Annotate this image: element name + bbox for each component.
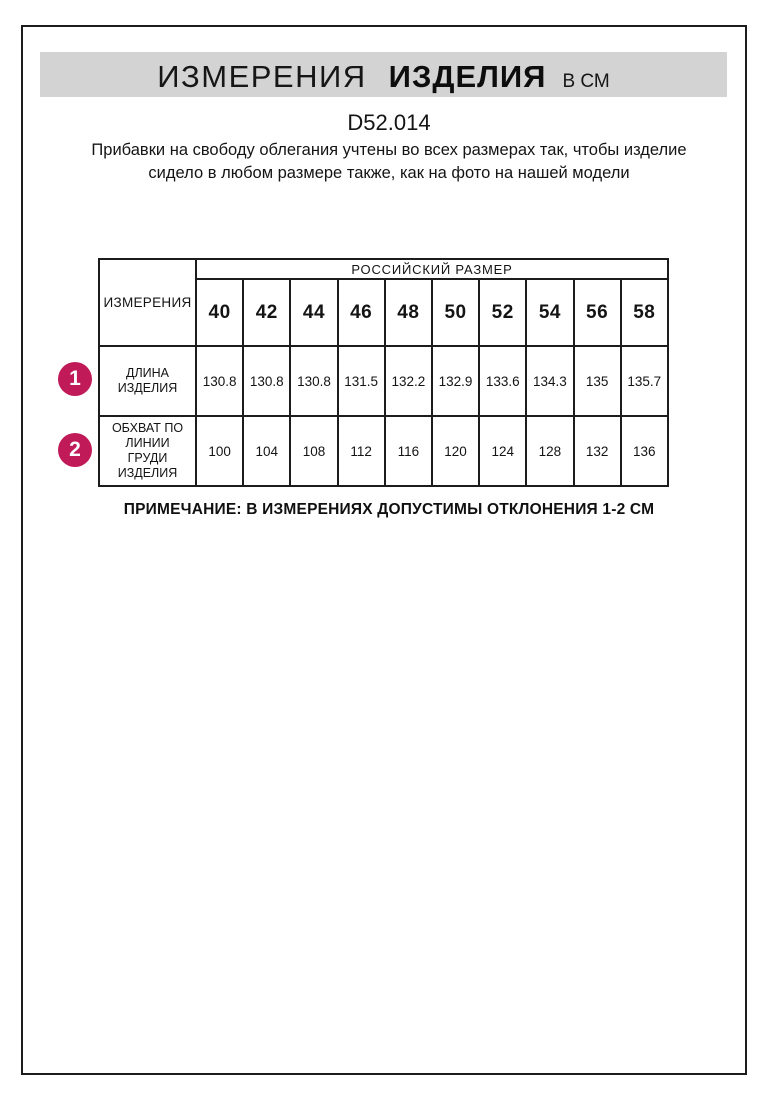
chest-value: 120 [432,416,479,486]
row-marker-2-badge: 2 [58,433,92,467]
size-header: 58 [621,279,668,346]
size-header: 44 [290,279,337,346]
chest-value: 132 [574,416,621,486]
length-value: 133.6 [479,346,526,416]
russian-size-group-header: РОССИЙСКИЙ РАЗМЕР [196,259,668,279]
size-header: 54 [526,279,573,346]
chest-value: 128 [526,416,573,486]
chest-value: 112 [338,416,385,486]
chest-value: 124 [479,416,526,486]
page-title-bar [40,52,727,97]
length-value: 130.8 [196,346,243,416]
size-header: 40 [196,279,243,346]
chest-value: 100 [196,416,243,486]
size-header: 52 [479,279,526,346]
chest-value: 108 [290,416,337,486]
chest-value: 116 [385,416,432,486]
size-header: 50 [432,279,479,346]
measurements-column-header: ИЗМЕРЕНИЯ [99,259,196,346]
length-value: 130.8 [290,346,337,416]
table-row-chest [99,416,668,486]
chest-value: 136 [621,416,668,486]
length-value: 135 [574,346,621,416]
row-marker-1-badge: 1 [58,362,92,396]
length-value: 132.2 [385,346,432,416]
length-value: 134.3 [526,346,573,416]
length-value: 132.9 [432,346,479,416]
table-row-length [99,346,668,416]
size-header: 46 [338,279,385,346]
fit-description: Прибавки на свободу облегания учтены во всех размерах так, чтобы изделие сидело в любом размере также, как на фото на нашей модели [91,141,687,182]
tolerance-note: ПРИМЕЧАНИЕ: В ИЗМЕРЕНИЯХ ДОПУСТИМЫ ОТКЛОНЕНИЯ 1-2 СМ [123,501,655,518]
size-measurements-table [98,258,669,487]
page-title-product: ИЗДЕЛИЯ [388,59,547,94]
page-title-measurements: ИЗМЕРЕНИЯ [157,59,367,94]
row-label-length: ДЛИНА ИЗДЕЛИЯ [99,346,196,416]
length-value: 135.7 [621,346,668,416]
chest-value: 104 [243,416,290,486]
size-header: 42 [243,279,290,346]
length-value: 130.8 [243,346,290,416]
page-title-unit: В СМ [562,71,610,92]
product-code: D52.014 [347,110,431,135]
size-header: 56 [574,279,621,346]
size-header: 48 [385,279,432,346]
table-row [99,259,668,279]
row-label-chest: ОБХВАТ ПО ЛИНИИ ГРУДИ ИЗДЕЛИЯ [99,416,196,486]
length-value: 131.5 [338,346,385,416]
